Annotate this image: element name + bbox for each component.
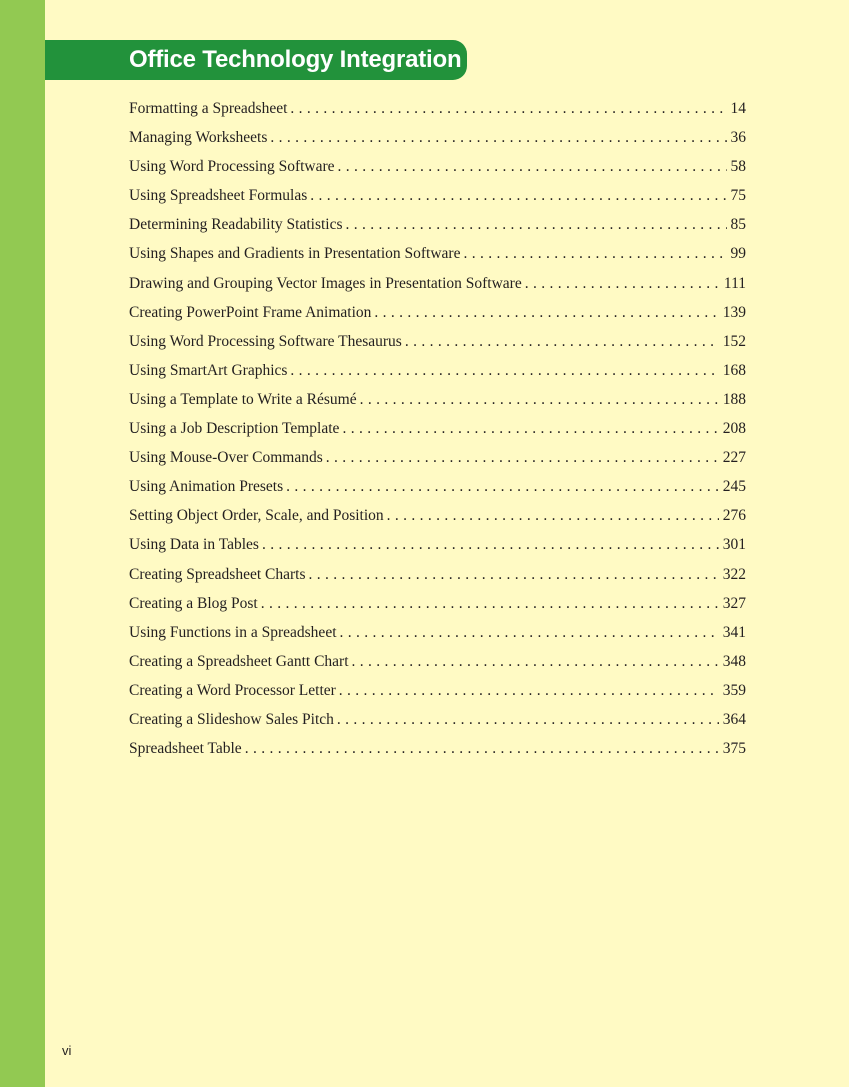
toc-entry[interactable]	[129, 184, 746, 213]
toc-entry-title: Using Mouse-Over Commands	[129, 449, 323, 467]
section-banner	[45, 40, 467, 80]
toc-entry-page: 99	[730, 245, 746, 263]
dot-leader	[326, 446, 719, 470]
toc-entry[interactable]	[129, 679, 746, 708]
dot-leader	[340, 621, 719, 645]
toc-entry-page: 276	[722, 507, 746, 525]
toc-entry-page: 58	[730, 158, 746, 176]
dot-leader	[262, 533, 719, 557]
toc-entry[interactable]	[129, 533, 746, 562]
toc-entry[interactable]	[129, 621, 746, 650]
toc-entry-page: 375	[722, 740, 746, 758]
table-of-contents	[129, 97, 746, 766]
toc-entry-title: Creating PowerPoint Frame Animation	[129, 303, 372, 321]
toc-entry-title: Managing Worksheets	[129, 129, 268, 147]
dot-leader	[310, 184, 726, 208]
dot-leader	[352, 650, 719, 674]
dot-leader	[463, 242, 726, 266]
toc-entry-title: Creating a Spreadsheet Gantt Chart	[129, 652, 349, 670]
toc-entry[interactable]	[129, 737, 746, 766]
toc-entry-title: Determining Readability Statistics	[129, 216, 343, 234]
dot-leader	[245, 737, 719, 761]
dot-leader	[338, 155, 727, 179]
dot-leader	[261, 592, 719, 616]
toc-entry-title: Using Data in Tables	[129, 536, 259, 554]
toc-entry[interactable]	[129, 388, 746, 417]
toc-entry[interactable]	[129, 446, 746, 475]
toc-entry-title: Using Functions in a Spreadsheet	[129, 623, 337, 641]
dot-leader	[360, 388, 719, 412]
toc-entry-title: Using Shapes and Gradients in Presentation Software	[129, 245, 461, 263]
sidebar-stripe	[0, 0, 45, 1087]
toc-entry[interactable]	[129, 272, 746, 301]
toc-entry-page: 327	[722, 594, 746, 612]
toc-entry-page: 111	[723, 274, 746, 292]
toc-entry[interactable]	[129, 242, 746, 271]
toc-entry[interactable]	[129, 504, 746, 533]
toc-entry[interactable]	[129, 126, 746, 155]
toc-entry-page: 364	[722, 710, 746, 728]
toc-entry-title: Creating Spreadsheet Charts	[129, 565, 306, 583]
dot-leader	[525, 272, 720, 296]
toc-entry[interactable]	[129, 592, 746, 621]
toc-entry-page: 36	[730, 129, 746, 147]
toc-entry-title: Using Word Processing Software Thesaurus	[129, 332, 402, 350]
toc-entry-title: Using Spreadsheet Formulas	[129, 187, 308, 205]
toc-entry-page: 208	[722, 420, 746, 438]
toc-entry-title: Creating a Word Processor Letter	[129, 681, 336, 699]
toc-entry-page: 245	[722, 478, 746, 496]
dot-leader	[290, 359, 718, 383]
toc-entry-title: Using a Job Description Template	[129, 420, 340, 438]
toc-entry-title: Using SmartArt Graphics	[129, 361, 288, 379]
toc-entry-page: 85	[730, 216, 746, 234]
dot-leader	[405, 330, 719, 354]
dot-leader	[342, 417, 718, 441]
toc-entry-title: Using Word Processing Software	[129, 158, 335, 176]
dot-leader	[308, 563, 718, 587]
toc-entry[interactable]	[129, 213, 746, 242]
toc-entry-title: Formatting a Spreadsheet	[129, 100, 288, 117]
toc-entry-page: 227	[722, 449, 746, 467]
toc-entry[interactable]	[129, 650, 746, 679]
toc-entry-title: Drawing and Grouping Vector Images in Presentation Software	[129, 274, 522, 292]
dot-leader	[387, 504, 719, 528]
toc-entry-page: 322	[722, 565, 746, 583]
toc-entry[interactable]	[129, 155, 746, 184]
dot-leader	[346, 213, 727, 237]
toc-entry-title: Creating a Blog Post	[129, 594, 258, 612]
toc-entry[interactable]	[129, 301, 746, 330]
toc-entry-title: Using Animation Presets	[129, 478, 284, 496]
toc-entry[interactable]	[129, 708, 746, 737]
toc-entry-page: 188	[722, 390, 746, 408]
toc-entry-page: 359	[722, 681, 746, 699]
toc-entry-page: 14	[730, 100, 746, 117]
toc-entry[interactable]	[129, 475, 746, 504]
dot-leader	[290, 97, 726, 121]
toc-entry[interactable]	[129, 417, 746, 446]
toc-entry-page: 348	[722, 652, 746, 670]
toc-entry-title: Spreadsheet Table	[129, 740, 242, 758]
toc-entry-page: 152	[722, 332, 746, 350]
toc-entry-page: 168	[722, 361, 746, 379]
dot-leader	[339, 679, 719, 703]
dot-leader	[286, 475, 719, 499]
toc-entry-title: Creating a Slideshow Sales Pitch	[129, 710, 334, 728]
toc-entry-page: 341	[722, 623, 746, 641]
toc-entry-title: Using a Template to Write a Résumé	[129, 390, 357, 408]
toc-entry-page: 301	[722, 536, 746, 554]
dot-leader	[270, 126, 726, 150]
toc-entry[interactable]	[129, 563, 746, 592]
dot-leader	[374, 301, 718, 325]
page-number: vi	[62, 1043, 72, 1058]
toc-entry[interactable]	[129, 330, 746, 359]
toc-entry-page: 75	[730, 187, 746, 205]
toc-entry[interactable]	[129, 359, 746, 388]
toc-entry-page: 139	[722, 303, 746, 321]
dot-leader	[337, 708, 719, 732]
toc-entry[interactable]	[129, 97, 746, 126]
section-title: Office Technology Integration	[129, 46, 462, 73]
toc-entry-title: Setting Object Order, Scale, and Position	[129, 507, 384, 525]
